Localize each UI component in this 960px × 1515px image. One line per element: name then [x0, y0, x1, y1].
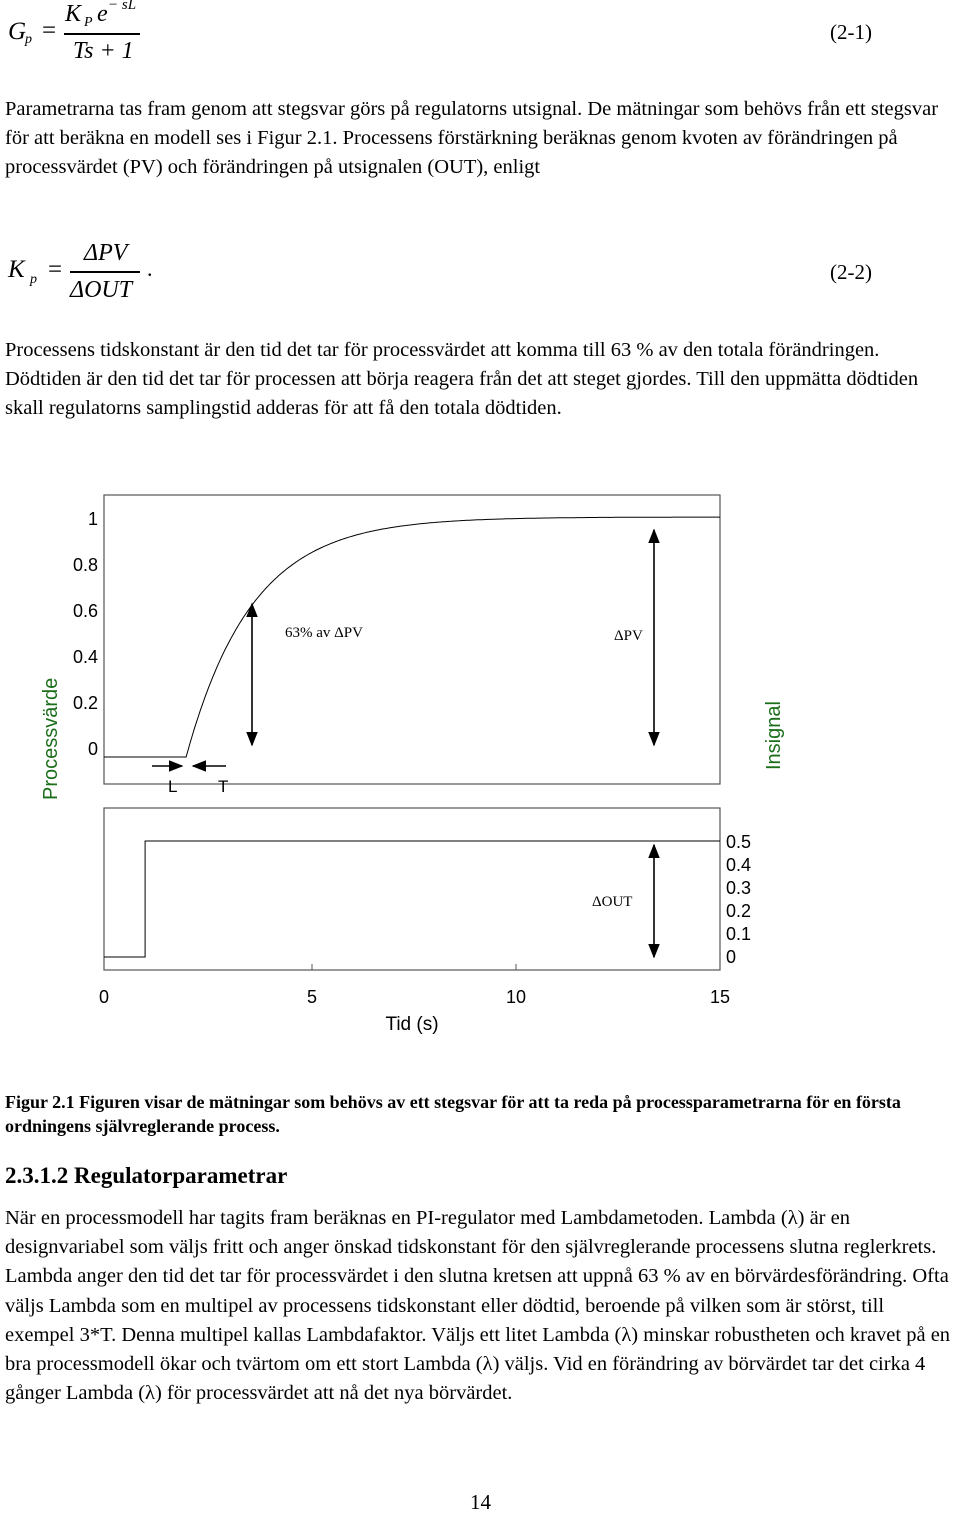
eq1-equals: = — [42, 17, 57, 44]
upper-ytick-0.4: 0.4 — [72, 647, 98, 667]
xtick-0: 0 — [98, 987, 110, 1007]
y-axis-label-insignal: Insignal — [763, 701, 785, 770]
eq1-lhs: G — [8, 18, 27, 45]
xtick-15: 15 — [709, 987, 731, 1007]
figure-caption — [5, 1090, 955, 1138]
paragraph-2: Processens tidskonstant är den tid det tar för processvärdet att komma till 63 % av den totala förändringen. Dödtiden är den tid det tar för processen att börja reagera från det att steget gjordes. Till den uppmätta dödtiden skall regulatorns samplingstid adderas för att få den totala dödtiden. — [5, 339, 919, 420]
eq1-denominator: Ts + 1 — [73, 38, 134, 64]
eq2-number: (2-2) — [830, 260, 872, 284]
paragraph-3: När en processmodell har tagits fram beräknas en PI-regulator med Lambdametoden. Lambda (λ) är en designvariabel som väljs fritt och anger önskad tidskonstant för den självreglerande processens slutna reglerkrets. Lambda anger den tid det tar för processvärdet i den slutna kretsen att uppnå 63 % av en börvärdesförändring. Ofta väljs Lambda som en multipel av processens tidskonstant eller dödtid, beroende på vilken som är störst, till exempel 3*T. Denna multipel kallas Lambdafaktor. Väljs ett litet Lambda (λ) minskar robustheten och kravet på en bra processmodell ökar och tvärtom om ett stort Lambda (λ) väljs. Vid en förändring av börvärdet tar det cirka 4 gånger Lambda (λ) för processvärdet att nå det nya börvärdet. — [5, 1207, 951, 1405]
lower-plot-frame — [104, 808, 720, 970]
upper-ytick-1: 1 — [87, 509, 98, 529]
eq1-num-k: K — [65, 1, 82, 27]
eq2-numerator: ΔPV — [84, 240, 128, 266]
lower-ytick-0.4: 0.4 — [726, 855, 752, 875]
lower-ytick-0: 0 — [726, 947, 737, 967]
eq2-lhs-sub: p — [30, 272, 37, 287]
lower-ytick-0.2: 0.2 — [726, 901, 752, 921]
eq2-equals: = — [48, 256, 63, 283]
xtick-5: 5 — [306, 987, 318, 1007]
eq1-num-e: e — [97, 1, 108, 27]
upper-ytick-0: 0 — [87, 739, 98, 759]
eq1-num-exp: − sL — [108, 0, 137, 13]
eq1-fraction-line — [64, 33, 140, 35]
upper-ytick-0.2: 0.2 — [72, 693, 98, 713]
xtick-10: 10 — [505, 987, 527, 1007]
step-response-figure — [0, 480, 960, 1060]
eq2-lhs: K — [8, 256, 25, 283]
label-delta-pv: ΔPV — [614, 628, 643, 644]
upper-ytick-0.6: 0.6 — [72, 601, 98, 621]
y-axis-label-processvarde: Processvärde — [40, 677, 62, 800]
label-L: L — [168, 777, 178, 796]
lower-ytick-0.3: 0.3 — [726, 878, 752, 898]
figure-2-1 — [0, 480, 960, 1060]
x-axis-ticks — [104, 964, 720, 970]
eq2-denominator: ΔOUT — [70, 277, 133, 303]
section-heading: 2.3.1.2 Regulatorparametrar — [5, 1163, 288, 1188]
caption-text: Figuren visar de mätningar som behövs av ett stegsvar för att ta reda på processparametrarna för en första ordningens självreglerande process. — [5, 1092, 901, 1136]
eq1-lhs-sub: p — [25, 32, 32, 47]
label-delta-out: ΔOUT — [592, 894, 633, 910]
label-63-av-pv: 63% av ΔPV — [285, 625, 363, 641]
lower-ytick-0.1: 0.1 — [726, 924, 752, 944]
x-axis-label: Tid (s) — [385, 1014, 439, 1035]
eq2-fraction-line — [70, 271, 140, 273]
upper-ytick-0.8: 0.8 — [72, 555, 98, 575]
page-number: 14 — [470, 1490, 491, 1514]
eq1-number: (2-1) — [830, 20, 872, 44]
eq2-dot: . — [147, 256, 153, 281]
lower-ytick-0.5: 0.5 — [726, 832, 752, 852]
label-T: T — [218, 777, 229, 796]
eq1-num-k-sub: P — [84, 15, 93, 30]
paragraph-1: Parametrarna tas fram genom att stegsvar görs på regulatorns utsignal. De mätningar som behövs från ett stegsvar för att beräkna en modell ses i Figur 2.1. Processens förstärkning beräknas genom kvoten av förändringen på processvärdet (PV) och förändringen på utsignalen (OUT), enligt — [5, 98, 939, 179]
caption-label: Figur 2.1 — [5, 1092, 75, 1112]
